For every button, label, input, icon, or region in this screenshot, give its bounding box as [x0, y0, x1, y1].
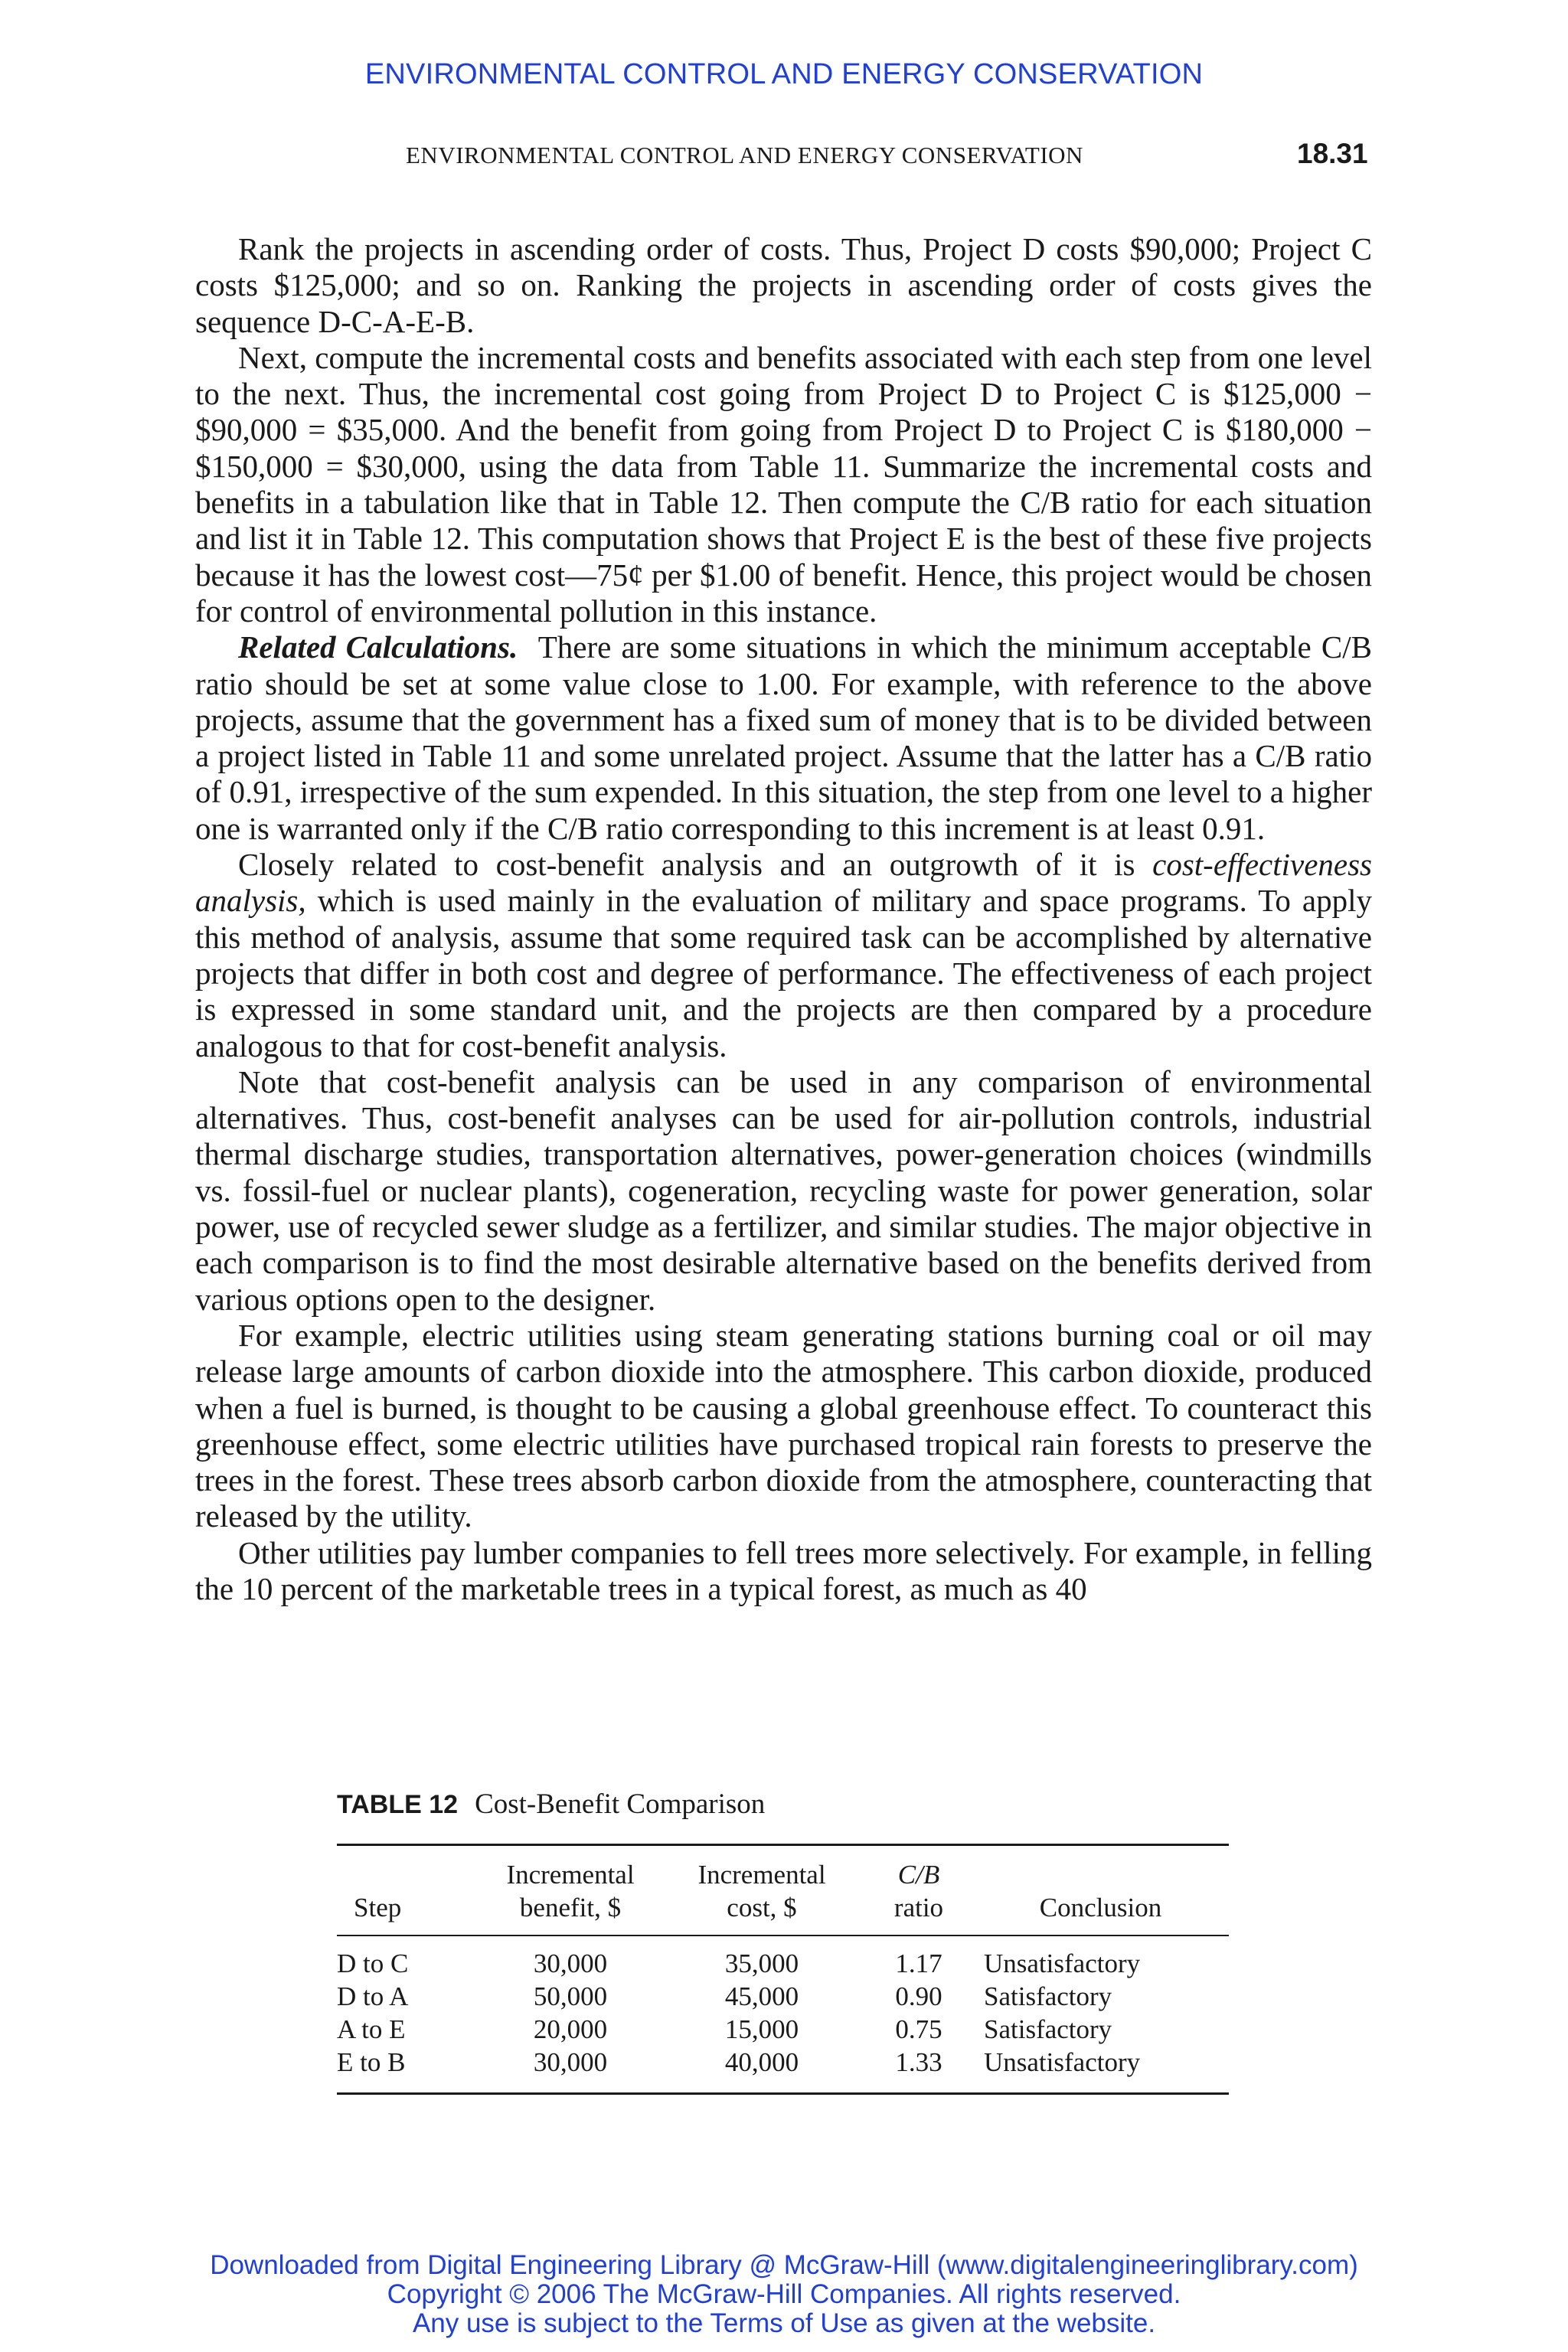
paragraph-related-calculations [195, 629, 1372, 847]
header-step: Step [354, 1893, 402, 1922]
header-cost [658, 1845, 865, 1936]
cell-cb-ratio: 0.90 [895, 1981, 942, 2011]
cell-step: A to E [337, 2014, 406, 2044]
header-cb-ratio [865, 1845, 972, 1936]
cell-cost: 45,000 [724, 1981, 799, 2011]
paragraph-rank-projects: Rank the projects in ascending order of costs. Thus, Project D costs $90,000; Project C costs $125,000; and so on. Ranking the projects in ascending order of costs gives the sequence D-C-A-E-B. [195, 231, 1372, 339]
paragraph-environmental-alternatives: Note that cost-benefit analysis can be used in any comparison of environmental alternatives. Thus, cost-benefit analyses can be used for air-pollution controls, industrial thermal discharge studies, transportation alternatives, power-generation choices (windmills vs. fossil-fuel or nuclear plants), cogeneration, recycling waste for power generation, solar power, use of recycled sewer sludge as a fertilizer, and similar studies. The major objective in each comparison is to find the most desirable alternative based on the benefits derived from various options open to the designer. [195, 1063, 1372, 1317]
paragraph-carbon-dioxide: For example, electric utilities using steam generating stations burning coal or oil may release large amounts of carbon dioxide into the atmosphere. This carbon dioxide, produced when a fuel is burned, is thought to be causing a global greenhouse effect. To counteract this greenhouse effect, some electric utilities have purchased tropical rain forests to preserve the trees in the forest. These trees absorb carbon dioxide from the atmosphere, counteracting that released by the utility. [195, 1317, 1372, 1534]
download-banner-title: ENVIRONMENTAL CONTROL AND ENERGY CONSERVATION [364, 58, 1204, 90]
header-cost-line1: Incremental [697, 1860, 826, 1890]
cell-step: D to C [337, 1949, 409, 1978]
header-cb-line2: ratio [893, 1893, 944, 1922]
paragraph-related-calculations-text: There are some situations in which the minimum acceptable C/B ratio should be set at some value close to 1.00. For example, with reference to the above projects, assume that the government has a fixed sum of money that is to be divided between a project listed in Table 11 and some unrelated project. Assume that the latter has a C/B ratio of 0.91, irrespective of the sum expended. In this situation, the step from one level to a higher one is warranted only if the C/B ratio corresponding to this increment is at least 0.91. [195, 629, 1372, 846]
table-title: Cost-Benefit Comparison [475, 1788, 766, 1820]
paragraph-incremental-costs: Next, compute the incremental costs and benefits associated with each step from one level to the next. Thus, the incremental cost going from Project D to Project C is $125,000 − $90,000 = $35,000. And the benefit from going from Project D to Project C is $180,000 − $150,000 = $30,000, using the data from Table 11. Summarize the incremental costs and benefits in a tabulation like that in Table 12. Then compute the C/B ratio for each situation and list it in Table 12. This computation shows that Project E is the best of these five projects because it has the lowest cost—75¢ per $1.00 of benefit. Hence, this project would be chosen for control of environmental pollution in this instance. [195, 339, 1372, 629]
table-row [337, 1980, 1229, 2013]
header-benefit-line1: Incremental [506, 1860, 635, 1890]
cell-conclusion: Unsatisfactory [984, 1949, 1141, 1978]
cell-step: E to B [337, 2047, 406, 2077]
cell-benefit: 30,000 [533, 2047, 608, 2077]
paragraph-cost-effectiveness-lead: Closely related to cost-benefit analysis and an outgrowth of it is [238, 847, 1135, 883]
paragraph-cost-effectiveness [195, 847, 1372, 1064]
cell-cost: 40,000 [724, 2047, 799, 2077]
table-caption [337, 1788, 765, 1821]
header-conclusion: Conclusion [1039, 1893, 1162, 1922]
cell-cost: 15,000 [724, 2014, 799, 2044]
run-in-heading: Related Calculations. [238, 629, 518, 665]
cell-conclusion: Satisfactory [984, 2014, 1112, 2044]
cell-conclusion: Unsatisfactory [984, 2047, 1141, 2077]
footer-terms-of-use[interactable]: Any use is subject to the Terms of Use as given at the website. [412, 2308, 1156, 2338]
running-head: ENVIRONMENTAL CONTROL AND ENERGY CONSERVATION [406, 142, 1083, 168]
table-row [337, 2046, 1229, 2094]
cost-benefit-table [337, 1844, 1229, 2095]
header-benefit-line2: benefit, $ [519, 1893, 622, 1922]
footer-copyright: Copyright © 2006 The McGraw-Hill Companies. All rights reserved. [387, 2279, 1181, 2309]
cell-benefit: 20,000 [533, 2014, 608, 2044]
term-cost-effectiveness: cost-effectiveness analysis, [195, 847, 1373, 919]
paragraph-cost-effectiveness-rest: which is used mainly in the evaluation of military and space programs. To apply this method of analysis, assume that some required task can be accomplished by alternative projects that differ in both cost and degree of performance. The effectiveness of each project is expressed in some standard unit, and the projects are then compared by a procedure analogous to that for cost-benefit analysis. [195, 883, 1373, 1063]
paragraph-lumber-companies: Other utilities pay lumber companies to fell trees more selectively. For example, in felling the 10 percent of the marketable trees in a typical forest, as much as 40 [195, 1534, 1372, 1606]
page-number: 18.31 [1297, 138, 1368, 169]
table-row [337, 1936, 1229, 1980]
footer-download-link[interactable]: Downloaded from Digital Engineering Library @ McGraw-Hill (www.digitalengineeringlibrary.com) [210, 2250, 1358, 2280]
table-number: TABLE 12 [337, 1790, 459, 1819]
cell-cb-ratio: 1.17 [895, 1949, 942, 1978]
table-row [337, 2013, 1229, 2046]
cell-benefit: 50,000 [533, 1981, 608, 2011]
cell-conclusion: Satisfactory [984, 1981, 1112, 2011]
table-header-row [337, 1845, 1229, 1936]
cell-cost: 35,000 [724, 1949, 799, 1978]
cell-step: D to A [337, 1981, 409, 2011]
body-text [195, 231, 1372, 1607]
cell-cb-ratio: 0.75 [895, 2014, 942, 2044]
copyright-footer [0, 2251, 1568, 2338]
header-cost-line2: cost, $ [727, 1893, 797, 1922]
header-cb-line1: C/B [897, 1860, 940, 1890]
header-benefit [482, 1845, 658, 1936]
cell-benefit: 30,000 [533, 1949, 608, 1978]
cell-cb-ratio: 1.33 [895, 2047, 942, 2077]
